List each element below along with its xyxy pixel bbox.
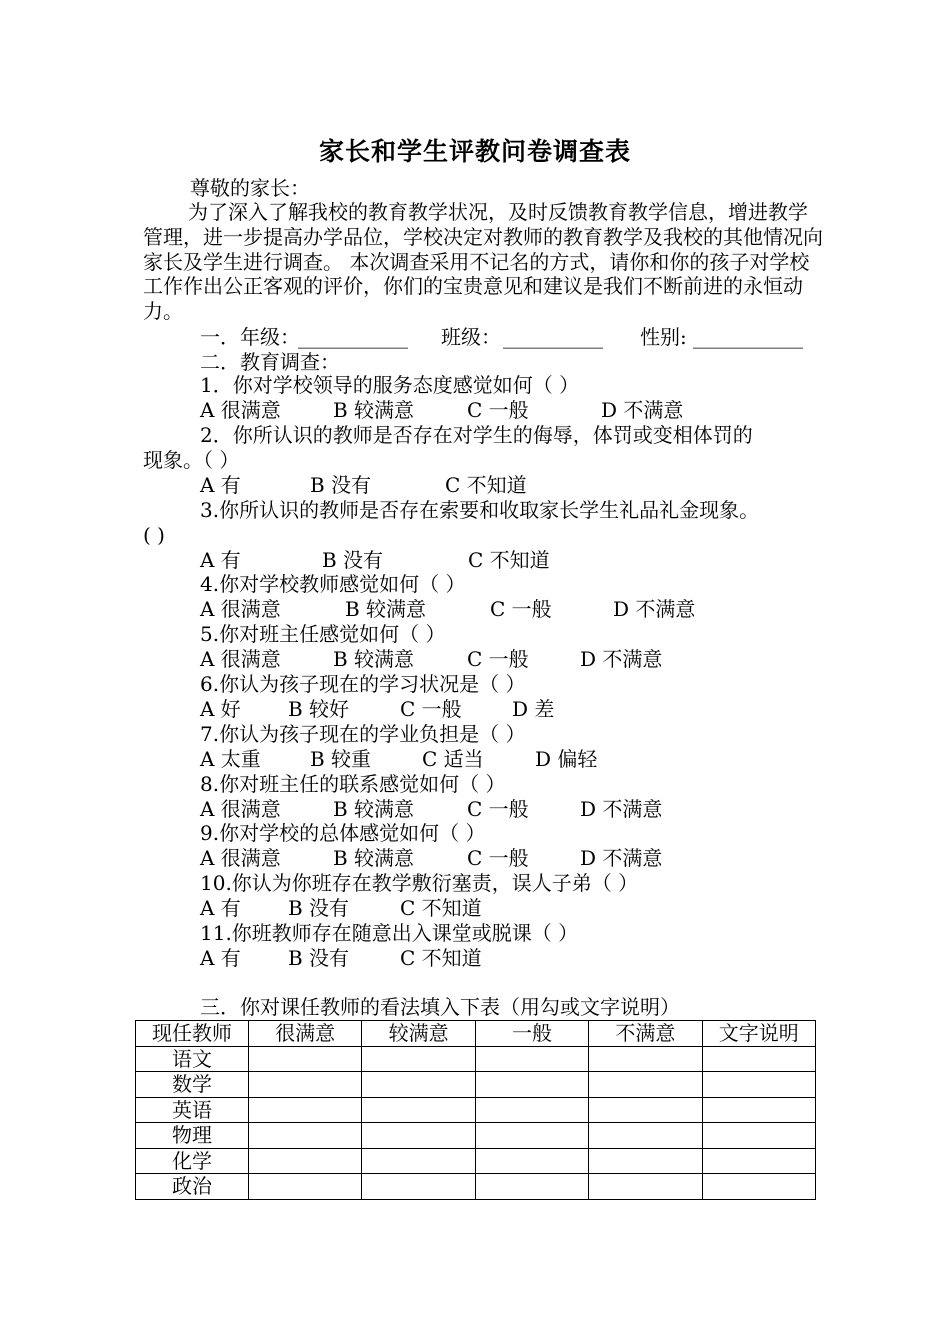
table-row (136, 1072, 816, 1098)
section1-label: 一．年级： (200, 325, 300, 349)
question-7-option-a[interactable]: A 太重 (200, 747, 261, 771)
page-title: 家长和学生评教问卷调查表 (318, 137, 631, 166)
question-1-text: 1．你对学校领导的服务态度感觉如何（ ） (200, 373, 580, 397)
question-11-text: 11.你班教师存在随意出入课堂或脱课（ ） (200, 921, 579, 945)
question-8-text: 8.你对班主任的联系感觉如何（ ） (200, 772, 506, 796)
question-2-text-cont: 现象。（ ） (143, 448, 240, 472)
question-11-option-b[interactable]: B 没有 (288, 946, 350, 970)
rating-cell[interactable] (475, 1072, 588, 1098)
question-1-option-d[interactable]: D 不满意 (601, 398, 684, 422)
gender-label: 性别: (640, 325, 687, 349)
rating-cell[interactable] (475, 1123, 588, 1149)
question-2-option-b[interactable]: B 没有 (310, 473, 372, 497)
rating-cell[interactable] (589, 1123, 702, 1149)
question-11-option-c[interactable]: C 不知道 (400, 946, 482, 970)
question-7-text: 7.你认为孩子现在的学业负担是（ ） (200, 722, 526, 746)
question-1-option-b[interactable]: B 较满意 (333, 398, 415, 422)
rating-cell[interactable] (702, 1148, 815, 1174)
subject-cell: 数学 (136, 1072, 249, 1098)
rating-cell[interactable] (702, 1174, 815, 1200)
question-6-option-d[interactable]: D 差 (512, 697, 555, 721)
question-10-option-b[interactable]: B 没有 (288, 896, 350, 920)
teacher-evaluation-table (135, 1020, 816, 1200)
question-5-option-d[interactable]: D 不满意 (580, 647, 663, 671)
rating-cell[interactable] (249, 1174, 362, 1200)
question-9-option-c[interactable]: C 一般 (467, 846, 529, 870)
section2-label: 二．教育调查： (200, 350, 340, 374)
question-8-option-c[interactable]: C 一般 (467, 797, 529, 821)
question-6-option-b[interactable]: B 较好 (288, 697, 350, 721)
rating-cell[interactable] (362, 1148, 475, 1174)
question-11-option-a[interactable]: A 有 (200, 946, 241, 970)
rating-cell[interactable] (589, 1097, 702, 1123)
rating-cell[interactable] (249, 1072, 362, 1098)
rating-cell[interactable] (702, 1072, 815, 1098)
rating-cell[interactable] (589, 1046, 702, 1072)
table-row (136, 1174, 816, 1200)
table-header-cell: 文字说明 (702, 1021, 815, 1047)
question-7-option-b[interactable]: B 较重 (310, 747, 372, 771)
question-1-option-c[interactable]: C 一般 (467, 398, 529, 422)
table-header-cell: 不满意 (589, 1021, 702, 1047)
question-3-option-a[interactable]: A 有 (200, 548, 241, 572)
question-9-option-d[interactable]: D 不满意 (580, 846, 663, 870)
question-6-text: 6.你认为孩子现在的学习状况是（ ） (200, 672, 526, 696)
rating-cell[interactable] (249, 1097, 362, 1123)
subject-cell: 物理 (136, 1123, 249, 1149)
rating-cell[interactable] (249, 1046, 362, 1072)
question-2-option-c[interactable]: C 不知道 (445, 473, 527, 497)
rating-cell[interactable] (362, 1123, 475, 1149)
rating-cell[interactable] (249, 1123, 362, 1149)
question-6-option-a[interactable]: A 好 (200, 697, 241, 721)
question-1-option-a[interactable]: A 很满意 (200, 398, 281, 422)
question-10-option-c[interactable]: C 不知道 (400, 896, 482, 920)
rating-cell[interactable] (362, 1174, 475, 1200)
question-10-option-a[interactable]: A 有 (200, 896, 241, 920)
question-4-option-d[interactable]: D 不满意 (613, 597, 696, 621)
table-row (136, 1097, 816, 1123)
class-label: 班级： (441, 325, 501, 349)
question-5-option-b[interactable]: B 较满意 (333, 647, 415, 671)
question-6-option-c[interactable]: C 一般 (400, 697, 462, 721)
greeting: 尊敬的家长： (190, 176, 310, 200)
question-5-option-a[interactable]: A 很满意 (200, 647, 281, 671)
rating-cell[interactable] (362, 1046, 475, 1072)
subject-cell: 政治 (136, 1174, 249, 1200)
table-row (136, 1046, 816, 1072)
rating-cell[interactable] (362, 1072, 475, 1098)
table-header-row (136, 1021, 816, 1047)
subject-cell: 英语 (136, 1097, 249, 1123)
rating-cell[interactable] (589, 1072, 702, 1098)
section3-label: 三．你对课任教师的看法填入下表（用勾或文字说明） (200, 995, 680, 1019)
question-5-option-c[interactable]: C 一般 (467, 647, 529, 671)
table-header-cell: 一般 (475, 1021, 588, 1047)
rating-cell[interactable] (475, 1174, 588, 1200)
table-header-cell: 现任教师 (136, 1021, 249, 1047)
gender-field[interactable]: ___________ (693, 325, 803, 349)
rating-cell[interactable] (362, 1097, 475, 1123)
question-3-option-b[interactable]: B 没有 (322, 548, 384, 572)
question-3-text-cont: ( ) (143, 523, 165, 547)
question-2-text: 2．你所认识的教师是否存在对学生的侮辱，体罚或变相体罚的 (200, 423, 753, 447)
rating-cell[interactable] (702, 1123, 815, 1149)
question-3-option-c[interactable]: C 不知道 (468, 548, 550, 572)
question-7-option-c[interactable]: C 适当 (422, 747, 484, 771)
question-4-text: 4.你对学校教师感觉如何（ ） (200, 572, 466, 596)
class-field[interactable]: __________ (503, 325, 603, 349)
rating-cell[interactable] (475, 1046, 588, 1072)
question-8-option-d[interactable]: D 不满意 (580, 797, 663, 821)
table-header-cell: 较满意 (362, 1021, 475, 1047)
rating-cell[interactable] (702, 1097, 815, 1123)
question-8-option-a[interactable]: A 很满意 (200, 797, 281, 821)
rating-cell[interactable] (475, 1148, 588, 1174)
question-5-text: 5.你对班主任感觉如何（ ） (200, 622, 446, 646)
question-7-option-d[interactable]: D 偏轻 (535, 747, 598, 771)
rating-cell[interactable] (702, 1046, 815, 1072)
question-9-option-a[interactable]: A 很满意 (200, 846, 281, 870)
question-2-option-a[interactable]: A 有 (200, 473, 241, 497)
subject-cell: 语文 (136, 1046, 249, 1072)
question-4-option-c[interactable]: C 一般 (490, 597, 552, 621)
subject-cell: 化学 (136, 1148, 249, 1174)
grade-field[interactable]: ___________ (298, 325, 408, 349)
rating-cell[interactable] (475, 1097, 588, 1123)
question-3-text: 3.你所认识的教师是否存在索要和收取家长学生礼品礼金现象。 (200, 498, 760, 522)
question-9-text: 9.你对学校的总体感觉如何（ ） (200, 821, 486, 845)
question-8-option-b[interactable]: B 较满意 (333, 797, 415, 821)
rating-cell[interactable] (589, 1174, 702, 1200)
question-10-text: 10.你认为你班存在教学敷衍塞责，误人子弟（ ） (200, 871, 639, 895)
intro-paragraph: 为了深入了解我校的教育教学状况，及时反馈教育教学信息，增进教学管理，进一步提高办学品位，学校决定对教师的教育教学及我校的其他情况向家长及学生进行调查。 本次调查采用不记名的方式，请你和你的孩子对学校工作作出公正客观的评价，你们的宝贵意见和建议是我们不断前进的永恒动力。 (143, 200, 823, 324)
rating-cell[interactable] (589, 1148, 702, 1174)
question-9-option-b[interactable]: B 较满意 (333, 846, 415, 870)
table-row (136, 1123, 816, 1149)
rating-cell[interactable] (249, 1148, 362, 1174)
table-header-cell: 很满意 (249, 1021, 362, 1047)
table-row (136, 1148, 816, 1174)
question-4-option-a[interactable]: A 很满意 (200, 597, 281, 621)
question-4-option-b[interactable]: B 较满意 (345, 597, 427, 621)
